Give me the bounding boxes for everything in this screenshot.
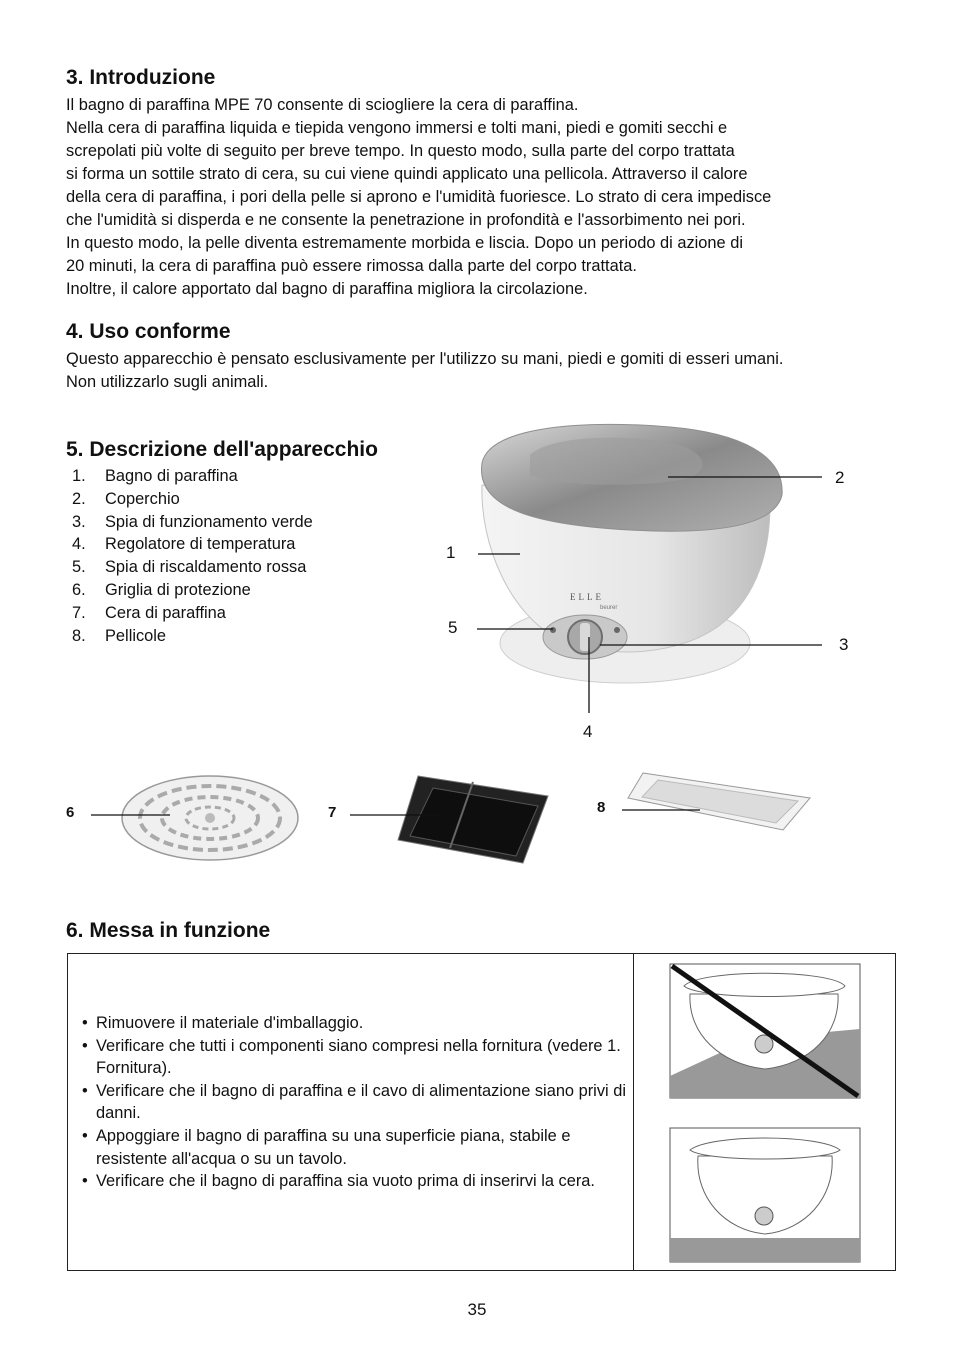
section-title-descrizione: 5. Descrizione dell'apparecchio — [66, 438, 378, 461]
section-title-messa-in-funzione: 6. Messa in funzione — [66, 919, 271, 942]
list-item: • Verificare che il bagno di paraffina sia vuoto prima di inserirvi la cera. — [82, 1170, 627, 1193]
use-line: Questo apparecchio è pensato esclusivamente per l'utilizzo su mani, piedi e gomiti di esseri umani. — [66, 350, 784, 368]
list-item: • Appoggiare il bagno di paraffina su una superficie piana, stabile e resistente all'acqua o su un tavolo. — [82, 1125, 627, 1170]
brand-logo-text: ELLE — [570, 592, 604, 602]
callout-7: 7 — [328, 804, 337, 821]
startup-box — [67, 953, 896, 1271]
callout-3: 3 — [839, 635, 849, 654]
intro-line: In questo modo, la pelle diventa estremamente morbida e liscia. Dopo un periodo di azione di — [66, 234, 743, 252]
callout-6: 6 — [66, 804, 75, 821]
list-item: • Verificare che il bagno di paraffina e il cavo di alimentazione siano privi di danni. — [82, 1080, 627, 1125]
list-item: 2. Coperchio — [72, 489, 180, 508]
incorrect-placement-illustration — [670, 964, 862, 1100]
intro-line: 20 minuti, la cera di paraffina può essere rimossa dalla parte del corpo trattata. — [66, 257, 637, 275]
callout-2: 2 — [835, 468, 845, 487]
list-item: 3. Spia di funzionamento verde — [72, 512, 313, 531]
callout-1: 1 — [446, 543, 456, 562]
list-item: 5. Spia di riscaldamento rossa — [72, 558, 307, 577]
list-item: • Verificare che tutti i componenti siano compresi nella fornitura (vedere 1. Fornitura). — [82, 1035, 627, 1080]
list-item: 4. Regolatore di temperatura — [72, 535, 296, 554]
accessory-callout-lines — [0, 780, 954, 840]
intro-line: Inoltre, il calore apportato dal bagno di paraffina migliora la circolazione. — [66, 280, 588, 298]
callout-8: 8 — [597, 799, 606, 816]
intro-line: Nella cera di paraffina liquida e tiepida vengono immersi e tolti mani, piedi e gomiti secchi e — [66, 119, 728, 137]
intro-line: che l'umidità si disperda e ne consente la penetrazione in profondità e l'assorbimento nei pori. — [66, 211, 746, 229]
correct-placement-illustration — [670, 1128, 862, 1264]
page-number: 35 — [467, 1300, 487, 1319]
callout-5: 5 — [448, 618, 458, 637]
section-title-uso-conforme: 4. Uso conforme — [66, 320, 231, 343]
intro-line: si forma un sottile strato di cera, su cui viene quindi applicato una pellicola. Attraverso il calore — [66, 165, 748, 183]
list-item: 8. Pellicole — [72, 626, 167, 645]
intro-line: Il bagno di paraffina MPE 70 consente di sciogliere la cera di paraffina. — [66, 96, 579, 114]
brand-sub-text: beurer — [600, 605, 618, 611]
section-title-introduzione: 3. Introduzione — [66, 66, 216, 89]
startup-bullets — [82, 1012, 627, 1193]
list-item: 6. Griglia di protezione — [72, 580, 251, 599]
intro-line: della cera di paraffina, i pori della pelle si aprono e l'umidità fuoriesce. Lo strato di cera impedisce — [66, 188, 772, 206]
list-item: 1. Bagno di paraffina — [72, 467, 238, 485]
use-line: Non utilizzarlo sugli animali. — [66, 373, 269, 391]
callout-4: 4 — [583, 722, 593, 741]
intro-line: screpolati più volte di seguito per breve tempo. In questo modo, sulla parte del corpo trattata — [66, 142, 735, 160]
list-item: 7. Cera di paraffina — [72, 603, 226, 622]
list-item: • Rimuovere il materiale d'imballaggio. — [82, 1012, 627, 1035]
